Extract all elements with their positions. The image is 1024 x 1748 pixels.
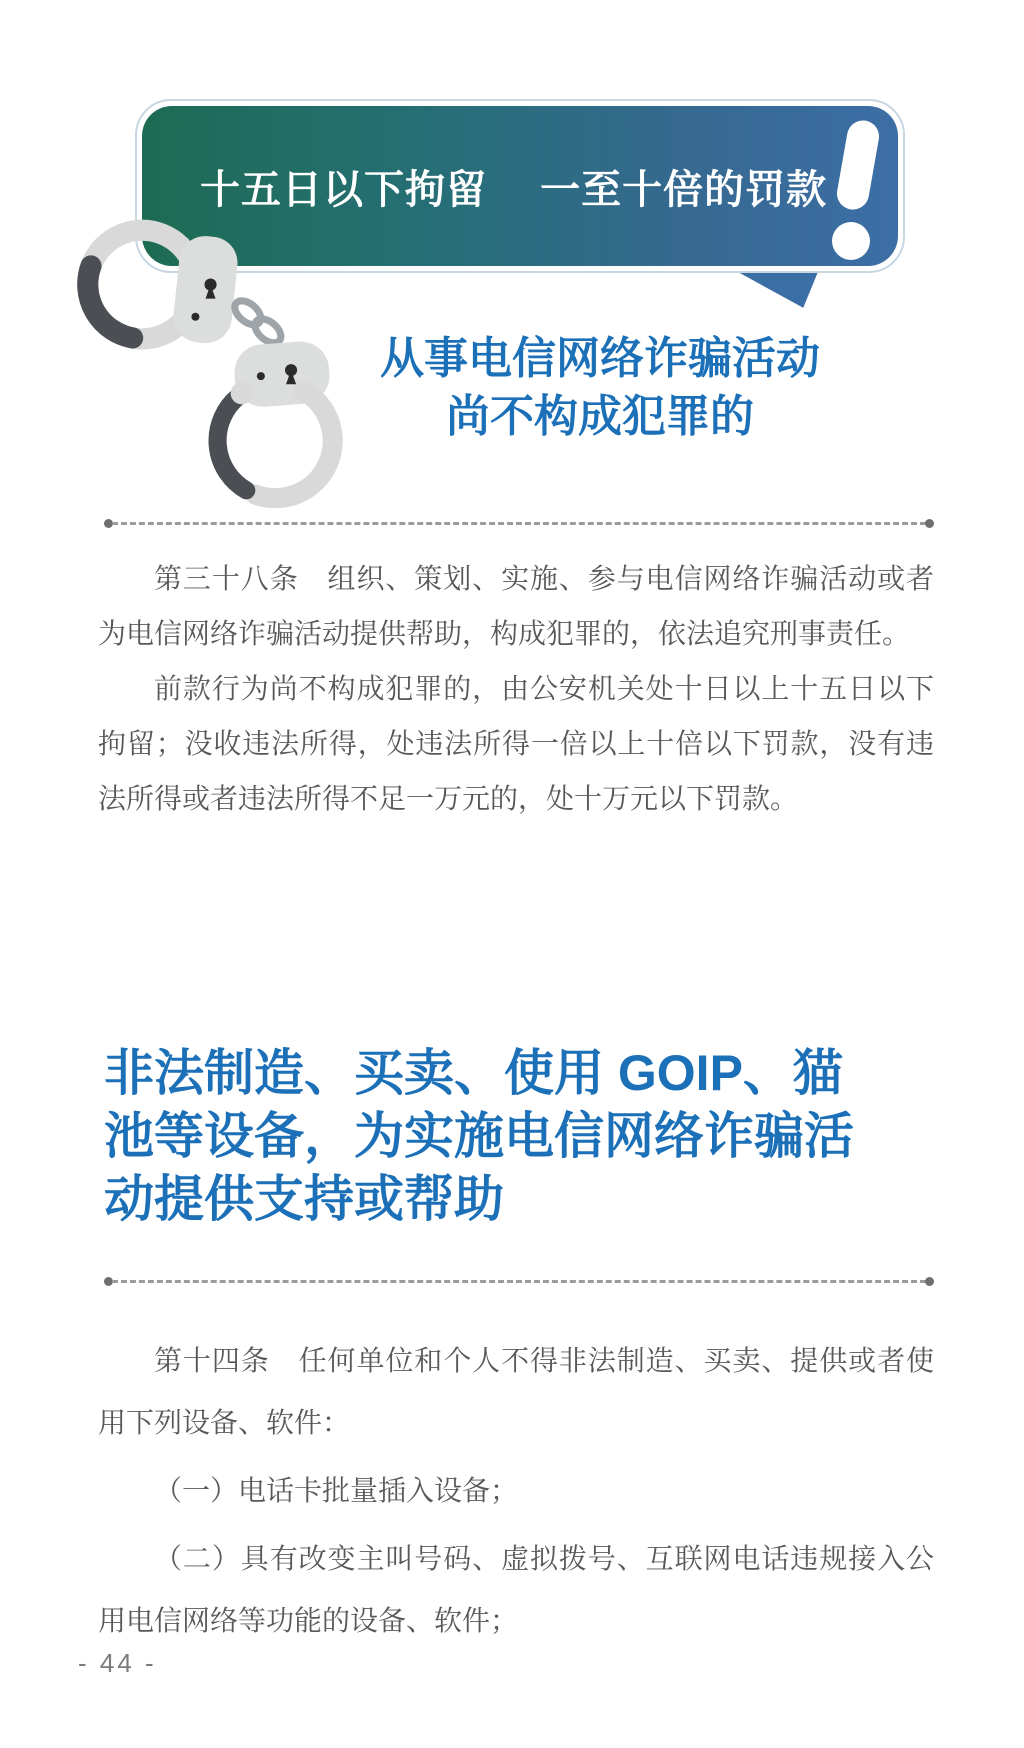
section2-heading-line2: 池等设备，为实施电信网络诈骗活 xyxy=(104,1108,854,1164)
exclamation-icon xyxy=(834,118,881,212)
article-14-intro: 第十四条 任何单位和个人不得非法制造、买卖、提供或者使用下列设备、软件： xyxy=(98,1345,934,1438)
dashed-divider xyxy=(104,1277,934,1287)
divider-dot-right xyxy=(925,1277,934,1286)
section2-body xyxy=(98,1330,934,1652)
section1-heading xyxy=(320,330,880,446)
section1-heading-line2: 尚不构成犯罪的 xyxy=(446,392,754,441)
article-14-item-1: （一）电话卡批量插入设备； xyxy=(154,1475,519,1506)
section2-heading-line1: 非法制造、买卖、使用 GOIP、猫 xyxy=(104,1045,843,1101)
divider-dot-right xyxy=(925,519,934,528)
section1-body xyxy=(98,551,934,826)
article-14-item-2: （二）具有改变主叫号码、虚拟拨号、互联网电话违规接入公用电信网络等功能的设备、软件； xyxy=(98,1543,934,1636)
handcuffs-icon xyxy=(62,196,347,508)
section2-heading-line3: 动提供支持或帮助 xyxy=(104,1171,504,1227)
article-38-paragraph-1: 第三十八条 组织、策划、实施、参与电信网络诈骗活动或者为电信网络诈骗活动提供帮助，构成犯罪的，依法追究刑事责任。 xyxy=(98,563,934,649)
section2-heading xyxy=(104,1042,954,1231)
dashed-divider xyxy=(104,519,934,529)
divider-line xyxy=(112,1280,926,1283)
divider-line xyxy=(112,522,926,525)
section1-heading-line1: 从事电信网络诈骗活动 xyxy=(380,334,820,383)
page-number: - 44 - xyxy=(78,1648,157,1678)
article-38-paragraph-2: 前款行为尚不构成犯罪的，由公安机关处十日以上十五日以下拘留；没收违法所得，处违法所得一倍以上十倍以下罚款，没有违法所得或者违法所得不足一万元的，处十万元以下罚款。 xyxy=(98,673,934,814)
banner-text: 十五日以下拘留 一至十倍的罚款 xyxy=(200,167,828,212)
speech-bubble-tail-icon xyxy=(718,266,828,314)
exclamation-dot-icon xyxy=(832,222,870,260)
